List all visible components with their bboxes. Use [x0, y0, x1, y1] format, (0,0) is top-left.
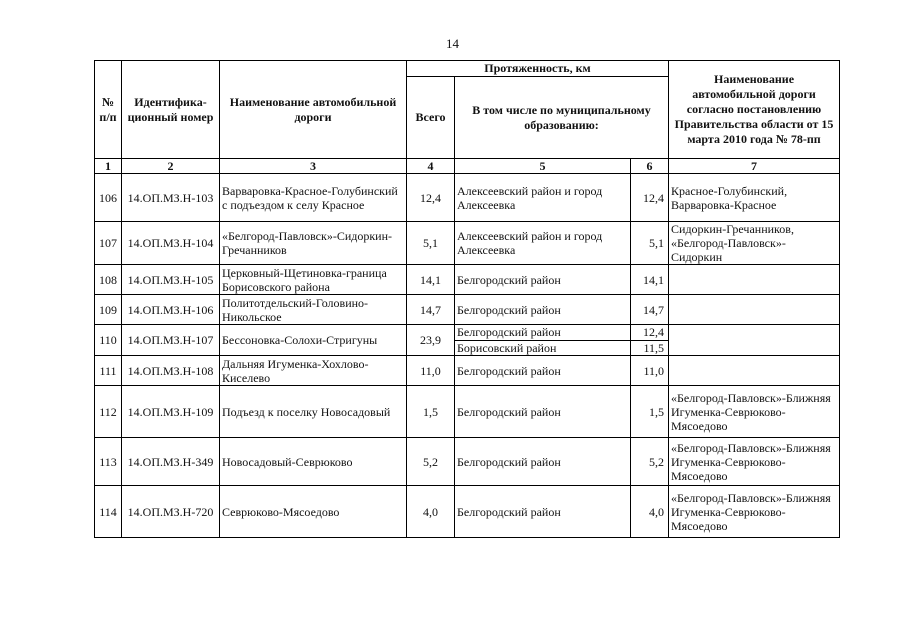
district-km: 14,7	[631, 295, 669, 325]
district-km: 5,1	[631, 222, 669, 265]
road-name: Подъезд к поселку Новосадовый	[220, 386, 407, 438]
column-number: 6	[631, 159, 669, 174]
district-km: 12,4	[631, 174, 669, 222]
district-name: Алексеевский район и город Алексеевка	[455, 174, 631, 222]
decree-road-name: «Белгород-Павловск»-Ближняя Игуменка-Севрюково-Мясоедово	[669, 438, 840, 486]
road-id: 14.ОП.МЗ.Н-107	[122, 325, 220, 356]
row-number: 111	[95, 356, 122, 386]
column-numbers-row	[95, 159, 840, 174]
decree-road-name: «Белгород-Павловск»-Ближняя Игуменка-Севрюково-Мясоедово	[669, 386, 840, 438]
length-total: 23,9	[407, 325, 455, 356]
district-km: 11,0	[631, 356, 669, 386]
table-row	[95, 222, 840, 265]
column-number: 1	[95, 159, 122, 174]
column-number: 7	[669, 159, 840, 174]
table-row	[95, 438, 840, 486]
row-number: 106	[95, 174, 122, 222]
decree-road-name: Красное-Голубинский, Варваровка-Красное	[669, 174, 840, 222]
row-number: 112	[95, 386, 122, 438]
table-row	[95, 356, 840, 386]
district-name: Алексеевский район и город Алексеевка	[455, 222, 631, 265]
row-number: 107	[95, 222, 122, 265]
page-number: 14	[446, 36, 459, 51]
decree-road-name: Сидоркин-Гречанников, «Белгород-Павловск»-Сидоркин	[669, 222, 840, 265]
table-row	[95, 174, 840, 222]
table-row	[95, 265, 840, 295]
row-number: 109	[95, 295, 122, 325]
road-id: 14.ОП.МЗ.Н-105	[122, 265, 220, 295]
decree-road-name: «Белгород-Павловск»-Ближняя Игуменка-Севрюково-Мясоедово	[669, 486, 840, 538]
road-name: Бессоновка-Солохи-Стригуны	[220, 325, 407, 356]
length-total: 4,0	[407, 486, 455, 538]
row-number: 108	[95, 265, 122, 295]
length-total: 5,2	[407, 438, 455, 486]
header-length-group: Протяженность, км	[407, 61, 669, 77]
district-name: Белгородский район	[457, 325, 561, 340]
road-name: «Белгород-Павловск»-Сидоркин-Гречанников	[220, 222, 407, 265]
header-name: Наименование автомобильной дороги	[220, 61, 407, 159]
district-name: Белгородский район	[455, 486, 631, 538]
table-row	[95, 325, 840, 356]
road-name: Новосадовый-Севрюково	[220, 438, 407, 486]
road-id: 14.ОП.МЗ.Н-109	[122, 386, 220, 438]
column-number: 3	[220, 159, 407, 174]
district-name: Белгородский район	[455, 386, 631, 438]
decree-road-name	[669, 356, 840, 386]
road-id: 14.ОП.МЗ.Н-349	[122, 438, 220, 486]
roads-table	[94, 60, 840, 538]
road-name: Политотдельский-Головино-Никольское	[220, 295, 407, 325]
district-km: 11,5	[631, 340, 668, 356]
decree-road-name	[669, 295, 840, 325]
table-row	[95, 295, 840, 325]
district-cell	[455, 325, 631, 356]
length-total: 14,1	[407, 265, 455, 295]
header-decree-name: Наименование автомобильной дороги согласно постановлению Правительства области от 15 марта 2010 года № 78-пп	[669, 61, 840, 159]
length-total: 11,0	[407, 356, 455, 386]
length-total: 12,4	[407, 174, 455, 222]
road-name: Севрюково-Мясоедово	[220, 486, 407, 538]
header-including: В том числе по муниципальному образованию:	[455, 77, 669, 159]
road-name: Варваровка-Красное-Голубинский с подъездом к селу Красное	[220, 174, 407, 222]
decree-road-name	[669, 325, 840, 356]
district-km: 4,0	[631, 486, 669, 538]
decree-road-name	[669, 265, 840, 295]
district-km: 12,4	[643, 325, 665, 340]
district-km: 5,2	[631, 438, 669, 486]
road-id: 14.ОП.МЗ.Н-103	[122, 174, 220, 222]
district-name: Борисовский район	[455, 340, 630, 356]
road-name: Церковный-Щетиновка-граница Борисовского района	[220, 265, 407, 295]
length-total: 14,7	[407, 295, 455, 325]
header-no: № п/п	[95, 61, 122, 159]
table-row	[95, 486, 840, 538]
road-id: 14.ОП.МЗ.Н-720	[122, 486, 220, 538]
row-number: 113	[95, 438, 122, 486]
row-number: 110	[95, 325, 122, 356]
road-id: 14.ОП.МЗ.Н-108	[122, 356, 220, 386]
district-name: Белгородский район	[455, 295, 631, 325]
road-id: 14.ОП.МЗ.Н-106	[122, 295, 220, 325]
column-number: 5	[455, 159, 631, 174]
length-total: 5,1	[407, 222, 455, 265]
road-name: Дальняя Игуменка-Хохлово-Киселево	[220, 356, 407, 386]
district-name: Белгородский район	[455, 265, 631, 295]
road-id: 14.ОП.МЗ.Н-104	[122, 222, 220, 265]
district-name: Белгородский район	[455, 438, 631, 486]
district-km-cell	[631, 325, 669, 356]
length-total: 1,5	[407, 386, 455, 438]
column-number: 2	[122, 159, 220, 174]
district-km: 14,1	[631, 265, 669, 295]
header-id: Идентифика-ционный номер	[122, 61, 220, 159]
header-total: Всего	[407, 77, 455, 159]
district-name: Белгородский район	[455, 356, 631, 386]
row-number: 114	[95, 486, 122, 538]
table-row	[95, 386, 840, 438]
district-km: 1,5	[631, 386, 669, 438]
column-number: 4	[407, 159, 455, 174]
